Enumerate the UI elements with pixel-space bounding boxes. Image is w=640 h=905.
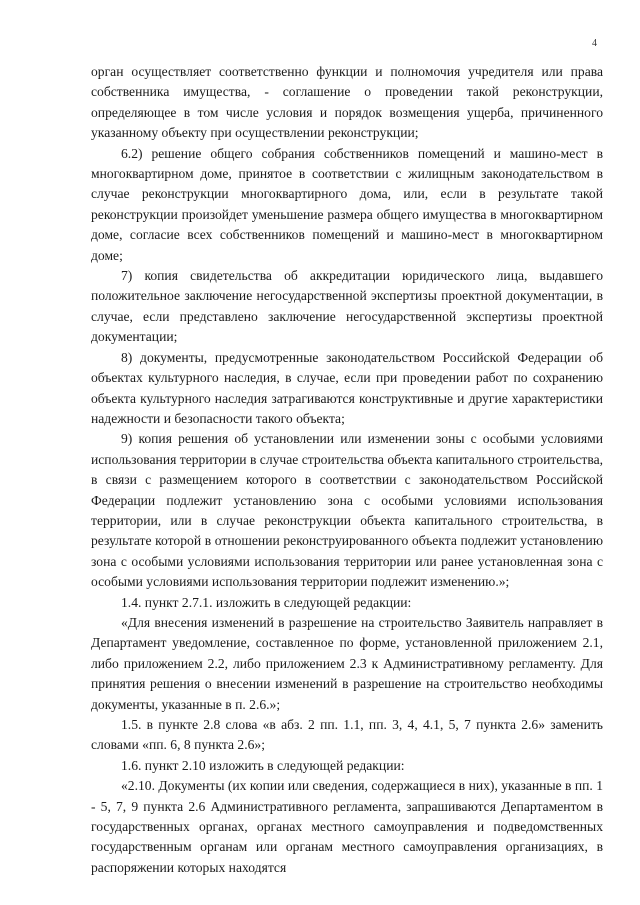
paragraph-1-4: 1.4. пункт 2.7.1. изложить в следующей редакции:: [121, 594, 412, 610]
paragraph-item-6-2: 6.2) решение общего собрания собственников помещений и машино-мест в многоквартирном доме, принятое в соответствии с жилищным законодательством в случае реконструкции многоквартирного дома, или, если в результате такой реконструкции произойдет уменьшение размера общего имущества в многоквартирном доме, согласие всех собственников помещений и машино-мест в многоквартирном доме;: [91, 145, 603, 263]
paragraph-continuation: орган осуществляет соответственно функции и полномочия учредителя или права собственника имущества, - соглашение о проведении такой реконструкции, определяющее в том числе условия и порядок возмещения ущерба, причиненного указанному объекту при осуществлении реконструкции;: [91, 64, 603, 141]
paragraph-2-10-text: «2.10. Документы (их копии или сведения, содержащиеся в них), указанные в пп. 1 - 5, 7, 9 пункта 2.6 Административного регламента, запрашиваются Департаментом в государственных органах, органах местного самоуправления и подведомственных государственным органам или органам местного самоуправления организациях, в распоряжении которых находятся: [91, 778, 603, 875]
page-number: 4: [592, 38, 597, 49]
paragraph-2-7-1-text: «Для внесения изменений в разрешение на строительство Заявитель направляет в Департамент уведомление, составленное по форме, установленной приложением 2.1, либо приложением 2.2, либо приложением 2.3 к Административному регламенту. Для принятия решения о внесении изменений в разрешение на строительство необходимы документы, указанные в п. 2.6.»;: [91, 614, 603, 712]
paragraph-1-6: 1.6. пункт 2.10 изложить в следующей редакции:: [121, 757, 405, 773]
paragraph-item-7: 7) копия свидетельства об аккредитации юридического лица, выдавшего положительное заключение негосударственной экспертизы проектной документации, в случае, если представлено заключение негосударственной экспертизы проектной документации;: [91, 268, 603, 345]
document-body: [91, 62, 603, 878]
paragraph-item-9: 9) копия решения об установлении или изменении зоны с особыми условиями использования территории в случае строительства объекта капитального строительства, в связи с размещением которого в соответствии с законодательством Российской Федерации подлежит установлению зона с особыми условиями использования территории, или в случае реконструкции объекта капитального строительства, в результате которой в отношении реконструированного объекта подлежит установлению зона с особыми условиями использования территории или ранее установленная зона с особыми условиями использования территории подлежит изменению.»;: [91, 431, 603, 590]
paragraph-1-5: 1.5. в пункте 2.8 слова «в абз. 2 пп. 1.1, пп. 3, 4, 4.1, 5, 7 пункта 2.6» заменить словами «пп. 6, 8 пункта 2.6»;: [91, 717, 603, 753]
paragraph-item-8: 8) документы, предусмотренные законодательством Российской Федерации об объектах культурного наследия, в случае, если при проведении работ по сохранению объекта культурного наследия затрагиваются конструктивные и другие характеристики надежности и безопасности такого объекта;: [91, 349, 603, 426]
